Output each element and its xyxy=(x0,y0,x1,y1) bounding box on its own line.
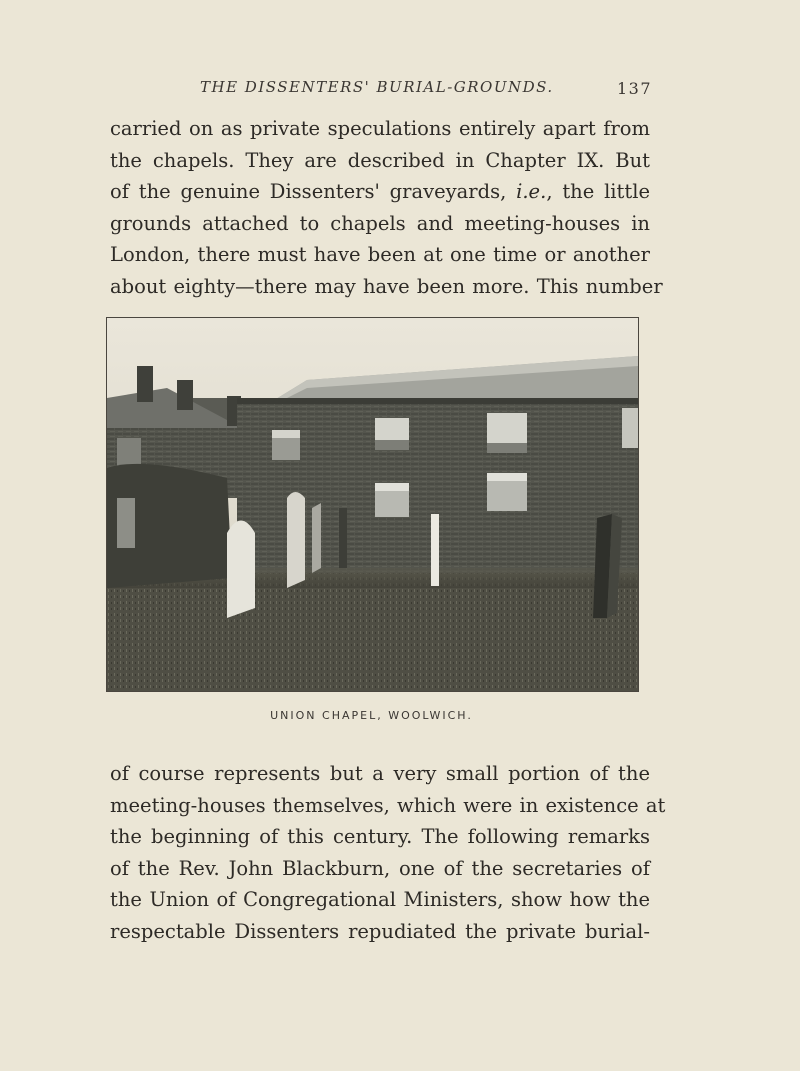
text-line: about eighty—there may have been more. This number xyxy=(110,274,663,298)
text-line: of the genuine Dissenters' graveyards, i.e., the little xyxy=(110,180,650,204)
figure-caption: UNION CHAPEL, WOOLWICH. xyxy=(270,709,473,722)
paragraph-top xyxy=(110,113,663,303)
page-number: 137 xyxy=(616,79,652,98)
text-line: the Union of Congregational Ministers, show how the xyxy=(110,888,650,912)
text-line: respectable Dissenters repudiated the private burial- xyxy=(110,919,650,943)
text-line: the chapels. They are described in Chapter IX. But xyxy=(110,148,650,172)
text-line: of course represents but a very small portion of the xyxy=(110,762,650,785)
graveyard-grass xyxy=(107,573,638,691)
text-line: of the Rev. John Blackburn, one of the secretaries of xyxy=(110,856,650,880)
chapel-illustration xyxy=(107,318,638,691)
photo-union-chapel xyxy=(106,317,639,692)
text-line: carried on as private speculations entirely apart from xyxy=(110,117,650,140)
running-head xyxy=(200,78,652,102)
text-line: London, there must have been at one time or another xyxy=(110,243,650,267)
text-line: meeting-houses themselves, which were in existence at xyxy=(110,793,666,817)
italic-ie: i.e. xyxy=(516,180,547,204)
paragraph-bottom xyxy=(110,758,666,948)
text-line: grounds attached to chapels and meeting-houses in xyxy=(110,211,650,235)
running-head-title: THE DISSENTERS' BURIAL-GROUNDS. xyxy=(200,78,554,96)
text-line: the beginning of this century. The following remarks xyxy=(110,825,650,849)
